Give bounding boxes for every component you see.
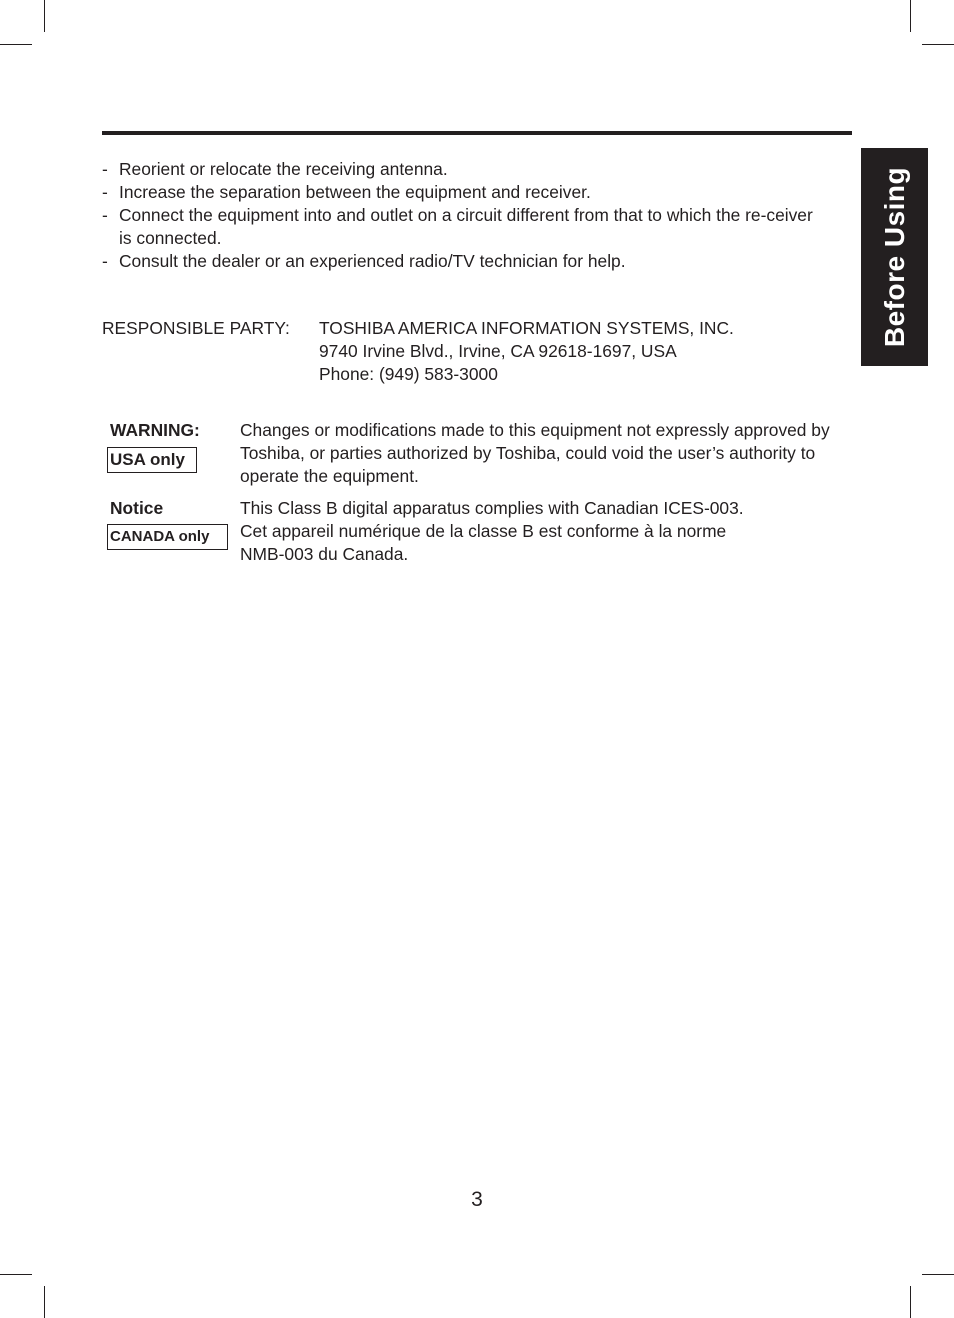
address-line: 9740 Irvine Blvd., Irvine, CA 92618-1697, USA: [319, 341, 677, 361]
canada-only-badge: CANADA only: [107, 524, 228, 550]
warning-text: Changes or modifications made to this equipment not expressly approved by Toshiba, or parties authorized by Toshiba, could void the user’s authority to operate the equipment.: [240, 420, 830, 486]
list-item-text: Connect the equipment into and outlet on a circuit different from that to which the re-ceiver is connected.: [119, 205, 813, 248]
section-tab-label: Before Using: [878, 166, 910, 348]
list-dash: -: [102, 205, 108, 225]
crop-mark: [44, 0, 45, 32]
notice-line: This Class B digital apparatus complies with Canadian ICES-003.: [240, 498, 744, 518]
crop-mark: [922, 44, 954, 45]
list-dash: -: [102, 182, 108, 202]
list-dash: -: [102, 251, 108, 271]
header-rule: [102, 131, 852, 135]
crop-mark: [910, 0, 911, 32]
list-item: [102, 158, 824, 181]
list-item-text: Consult the dealer or an experienced radio/TV technician for help.: [119, 251, 626, 271]
list-dash: -: [102, 159, 108, 179]
crop-mark: [0, 44, 32, 45]
list-item: [102, 250, 824, 273]
list-item-text: Increase the separation between the equipment and receiver.: [119, 182, 591, 202]
notice-line: NMB-003 du Canada.: [240, 544, 409, 564]
interference-tips-list: [102, 158, 824, 273]
list-item: [102, 181, 824, 204]
usa-only-badge: USA only: [107, 447, 197, 473]
list-item: [102, 204, 824, 250]
address-line: Phone: (949) 583-3000: [319, 364, 498, 384]
responsible-party-label: RESPONSIBLE PARTY:: [102, 318, 290, 338]
responsible-party-address: [319, 317, 734, 386]
crop-mark: [44, 1286, 45, 1318]
notice-line: Cet appareil numérique de la classe B est conforme à la norme: [240, 521, 727, 541]
address-line: TOSHIBA AMERICA INFORMATION SYSTEMS, INC.: [319, 318, 734, 338]
warning-label: WARNING:: [110, 420, 200, 440]
crop-mark: [922, 1274, 954, 1275]
section-tab: [861, 148, 928, 366]
crop-mark: [910, 1286, 911, 1318]
notice-label: Notice: [110, 498, 164, 518]
crop-mark: [0, 1274, 32, 1275]
notice-text: [240, 497, 830, 566]
list-item-text: Reorient or relocate the receiving antenna.: [119, 159, 448, 179]
page-number: 3: [471, 1188, 483, 1211]
